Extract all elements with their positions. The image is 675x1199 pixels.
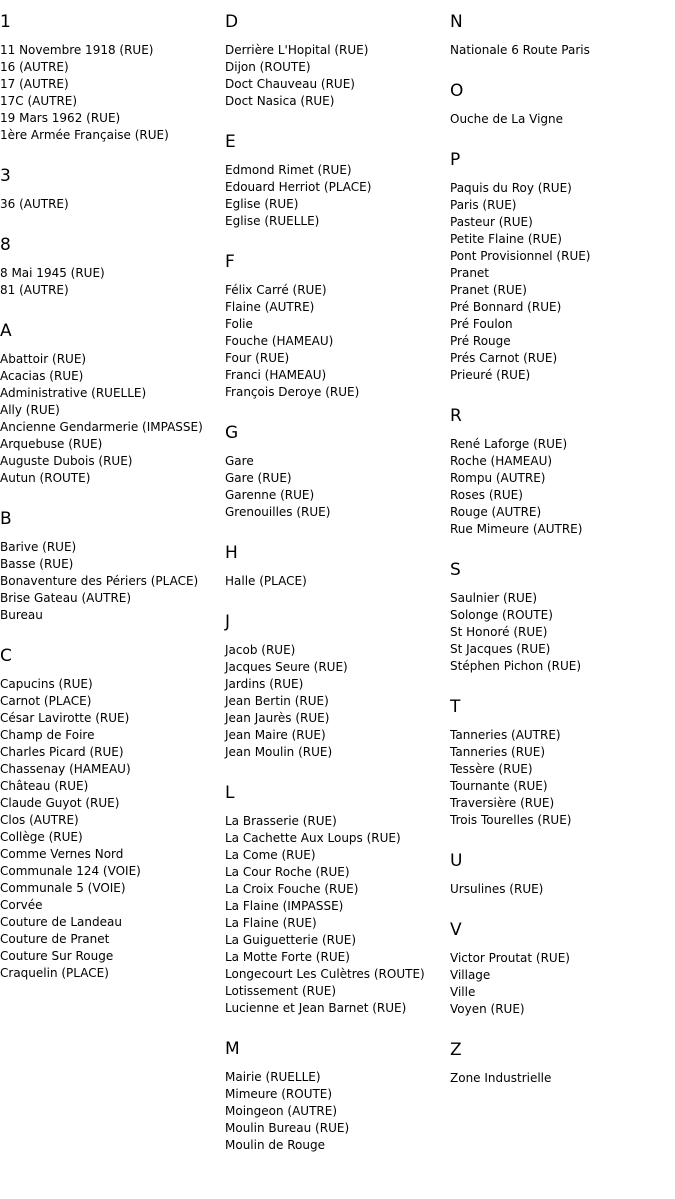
street-link[interactable]: Abattoir (RUE) bbox=[0, 352, 87, 366]
letter-section bbox=[225, 1039, 450, 1154]
letter-section bbox=[450, 697, 675, 829]
letter-section bbox=[0, 12, 225, 144]
letter-heading: L bbox=[225, 783, 235, 803]
street-link[interactable]: 81 (AUTRE) bbox=[0, 283, 69, 297]
letter-heading: 3 bbox=[0, 166, 11, 186]
street-list bbox=[0, 351, 225, 487]
street-link[interactable]: Auguste Dubois (RUE) bbox=[0, 454, 133, 468]
letter-heading: N bbox=[450, 12, 463, 32]
street-link[interactable]: La Brasserie (RUE) bbox=[225, 814, 337, 828]
street-link[interactable]: Clos (AUTRE) bbox=[0, 813, 79, 827]
letter-heading: 8 bbox=[0, 235, 11, 255]
letter-heading: G bbox=[225, 423, 239, 443]
street-link[interactable]: Château (RUE) bbox=[0, 779, 89, 793]
street-list bbox=[225, 42, 450, 110]
letter-heading: B bbox=[0, 509, 12, 529]
street-link[interactable]: Gare (RUE) bbox=[225, 471, 292, 485]
letter-heading: S bbox=[450, 560, 461, 580]
letter-section bbox=[225, 252, 450, 401]
letter-section bbox=[0, 166, 225, 213]
street-link[interactable]: Zone Industrielle bbox=[450, 1071, 552, 1085]
letter-section bbox=[450, 81, 675, 128]
street-link[interactable]: Pré Rouge bbox=[450, 334, 511, 348]
letter-heading: T bbox=[450, 697, 461, 717]
letter-heading: D bbox=[225, 12, 239, 32]
street-link[interactable]: Jean Maire (RUE) bbox=[225, 728, 326, 742]
letter-section bbox=[450, 1040, 675, 1087]
street-link[interactable]: Eglise (RUE) bbox=[225, 197, 299, 211]
street-link[interactable]: Ouche de La Vigne bbox=[450, 112, 564, 126]
letter-heading: V bbox=[450, 920, 462, 940]
letter-heading: J bbox=[225, 612, 231, 632]
street-link[interactable]: Jean Jaurès (RUE) bbox=[225, 711, 330, 725]
street-link[interactable]: Pont Provisionnel (RUE) bbox=[450, 249, 591, 263]
street-link[interactable]: Barive (RUE) bbox=[0, 540, 77, 554]
street-link[interactable]: Craquelin (PLACE) bbox=[0, 966, 109, 980]
street-link[interactable]: Tournante (RUE) bbox=[450, 779, 548, 793]
street-list bbox=[450, 42, 675, 59]
street-link[interactable]: Village bbox=[450, 968, 491, 982]
street-link[interactable]: Roche (HAMEAU) bbox=[450, 454, 553, 468]
street-link[interactable]: Ville bbox=[450, 985, 476, 999]
street-link[interactable]: La Flaine (RUE) bbox=[225, 916, 317, 930]
street-link[interactable]: 1ère Armée Française (RUE) bbox=[0, 128, 169, 142]
street-list bbox=[225, 642, 450, 761]
street-link[interactable]: Pré Foulon bbox=[450, 317, 513, 331]
street-list bbox=[450, 180, 675, 384]
letter-section bbox=[0, 509, 225, 624]
street-link[interactable]: Franci (HAMEAU) bbox=[225, 368, 327, 382]
street-link[interactable]: Ancienne Gendarmerie (IMPASSE) bbox=[0, 420, 203, 434]
street-link[interactable]: Paquis du Roy (RUE) bbox=[450, 181, 572, 195]
street-link[interactable]: Four (RUE) bbox=[225, 351, 290, 365]
street-list bbox=[450, 1070, 675, 1087]
street-link[interactable]: 8 Mai 1945 (RUE) bbox=[0, 266, 105, 280]
street-link[interactable]: Comme Vernes Nord bbox=[0, 847, 124, 861]
street-link[interactable]: Pranet bbox=[450, 266, 490, 280]
street-link[interactable]: Claude Guyot (RUE) bbox=[0, 796, 120, 810]
letter-heading: 1 bbox=[0, 12, 11, 32]
letter-heading: Z bbox=[450, 1040, 462, 1060]
street-list bbox=[0, 676, 225, 982]
letter-section bbox=[450, 560, 675, 675]
street-link[interactable]: Halle (PLACE) bbox=[225, 574, 307, 588]
street-link[interactable]: Doct Nasica (RUE) bbox=[225, 94, 335, 108]
street-link[interactable]: Couture de Landeau bbox=[0, 915, 122, 929]
letter-section bbox=[450, 920, 675, 1018]
street-link[interactable]: Tanneries (AUTRE) bbox=[450, 728, 561, 742]
street-link[interactable]: Rompu (AUTRE) bbox=[450, 471, 546, 485]
street-link[interactable]: Rouge (AUTRE) bbox=[450, 505, 542, 519]
street-link[interactable]: Capucins (RUE) bbox=[0, 677, 93, 691]
letter-heading: U bbox=[450, 851, 463, 871]
street-link[interactable]: Ally (RUE) bbox=[0, 403, 60, 417]
street-link[interactable]: Bureau bbox=[0, 608, 43, 622]
street-list bbox=[450, 950, 675, 1018]
letter-section bbox=[225, 612, 450, 761]
street-link[interactable]: Champ de Foire bbox=[0, 728, 95, 742]
street-link[interactable]: Acacias (RUE) bbox=[0, 369, 84, 383]
letter-heading: O bbox=[450, 81, 464, 101]
street-link[interactable]: Stéphen Pichon (RUE) bbox=[450, 659, 582, 673]
street-link[interactable]: Félix Carré (RUE) bbox=[225, 283, 327, 297]
street-link[interactable]: François Deroye (RUE) bbox=[225, 385, 360, 399]
street-link[interactable]: Roses (RUE) bbox=[450, 488, 523, 502]
street-link[interactable]: Carnot (PLACE) bbox=[0, 694, 92, 708]
street-link[interactable]: 36 (AUTRE) bbox=[0, 197, 69, 211]
street-link[interactable]: Communale 5 (VOIE) bbox=[0, 881, 126, 895]
street-link[interactable]: 17 (AUTRE) bbox=[0, 77, 69, 91]
street-link[interactable]: Prieuré (RUE) bbox=[450, 368, 531, 382]
letter-section bbox=[225, 783, 450, 1017]
street-list bbox=[450, 881, 675, 898]
street-link[interactable]: La Come (RUE) bbox=[225, 848, 316, 862]
street-link[interactable]: La Croix Fouche (RUE) bbox=[225, 882, 359, 896]
street-list bbox=[225, 162, 450, 230]
street-link[interactable]: Lucienne et Jean Barnet (RUE) bbox=[225, 1001, 407, 1015]
letter-section bbox=[450, 406, 675, 538]
letter-heading: E bbox=[225, 132, 236, 152]
street-link[interactable]: Jacob (RUE) bbox=[225, 643, 296, 657]
street-link[interactable]: Charles Picard (RUE) bbox=[0, 745, 124, 759]
street-link[interactable]: La Motte Forte (RUE) bbox=[225, 950, 350, 964]
street-list bbox=[450, 590, 675, 675]
street-link[interactable]: Paris (RUE) bbox=[450, 198, 517, 212]
street-list bbox=[450, 727, 675, 829]
street-list bbox=[225, 1069, 450, 1154]
street-link[interactable]: Garenne (RUE) bbox=[225, 488, 315, 502]
street-link[interactable]: Pré Bonnard (RUE) bbox=[450, 300, 562, 314]
street-link[interactable]: Derrière L'Hopital (RUE) bbox=[225, 43, 369, 57]
street-link[interactable]: Tessère (RUE) bbox=[450, 762, 533, 776]
street-list bbox=[0, 196, 225, 213]
street-link[interactable]: Eglise (RUELLE) bbox=[225, 214, 320, 228]
street-index-column-3 bbox=[450, 0, 675, 1109]
street-link[interactable]: St Honoré (RUE) bbox=[450, 625, 548, 639]
street-link[interactable]: César Lavirotte (RUE) bbox=[0, 711, 130, 725]
street-list bbox=[225, 453, 450, 521]
street-link[interactable]: Longecourt Les Culètres (ROUTE) bbox=[225, 967, 425, 981]
street-link[interactable]: Moulin de Rouge bbox=[225, 1138, 325, 1152]
street-link[interactable]: Couture de Pranet bbox=[0, 932, 110, 946]
street-list bbox=[225, 573, 450, 590]
street-link[interactable]: Pasteur (RUE) bbox=[450, 215, 533, 229]
street-link[interactable]: Moulin Bureau (RUE) bbox=[225, 1121, 350, 1135]
street-link[interactable]: Brise Gateau (AUTRE) bbox=[0, 591, 132, 605]
street-link[interactable]: 11 Novembre 1918 (RUE) bbox=[0, 43, 154, 57]
street-link[interactable]: Solonge (ROUTE) bbox=[450, 608, 553, 622]
street-link[interactable]: St Jacques (RUE) bbox=[450, 642, 551, 656]
letter-section bbox=[0, 646, 225, 982]
street-list bbox=[450, 111, 675, 128]
street-link[interactable]: Jacques Seure (RUE) bbox=[225, 660, 348, 674]
street-link[interactable]: Rue Mimeure (AUTRE) bbox=[450, 522, 583, 536]
letter-heading: A bbox=[0, 321, 12, 341]
letter-section bbox=[450, 851, 675, 898]
letter-section bbox=[225, 423, 450, 521]
street-link[interactable]: Moingeon (AUTRE) bbox=[225, 1104, 338, 1118]
street-link[interactable]: Saulnier (RUE) bbox=[450, 591, 538, 605]
letter-heading: M bbox=[225, 1039, 240, 1059]
street-list bbox=[0, 265, 225, 299]
street-link[interactable]: Folie bbox=[225, 317, 253, 331]
letter-section bbox=[0, 235, 225, 299]
street-link[interactable]: La Cachette Aux Loups (RUE) bbox=[225, 831, 401, 845]
street-link[interactable]: Communale 124 (VOIE) bbox=[0, 864, 141, 878]
street-link[interactable]: Arquebuse (RUE) bbox=[0, 437, 103, 451]
street-link[interactable]: Edouard Herriot (PLACE) bbox=[225, 180, 372, 194]
letter-section bbox=[225, 132, 450, 230]
letter-heading: C bbox=[0, 646, 12, 666]
street-link[interactable]: 17C (AUTRE) bbox=[0, 94, 78, 108]
letter-heading: R bbox=[450, 406, 462, 426]
street-link[interactable]: Dijon (ROUTE) bbox=[225, 60, 311, 74]
street-link[interactable]: Jean Bertin (RUE) bbox=[225, 694, 329, 708]
letter-section bbox=[450, 150, 675, 384]
street-link[interactable]: Collège (RUE) bbox=[0, 830, 83, 844]
street-link[interactable]: Lotissement (RUE) bbox=[225, 984, 337, 998]
street-index-column-2 bbox=[225, 0, 450, 1176]
street-link[interactable]: Fouche (HAMEAU) bbox=[225, 334, 334, 348]
street-link[interactable]: Pranet (RUE) bbox=[450, 283, 527, 297]
letter-section bbox=[225, 12, 450, 110]
street-link[interactable]: Autun (ROUTE) bbox=[0, 471, 91, 485]
street-link[interactable]: Victor Proutat (RUE) bbox=[450, 951, 570, 965]
street-link[interactable]: René Laforge (RUE) bbox=[450, 437, 568, 451]
street-link[interactable]: Nationale 6 Route Paris bbox=[450, 43, 590, 57]
street-link[interactable]: Chassenay (HAMEAU) bbox=[0, 762, 131, 776]
street-link[interactable]: Flaine (AUTRE) bbox=[225, 300, 315, 314]
letter-heading: F bbox=[225, 252, 235, 272]
street-link[interactable]: Tanneries (RUE) bbox=[450, 745, 546, 759]
street-list bbox=[225, 813, 450, 1017]
letter-heading: H bbox=[225, 543, 238, 563]
street-link[interactable]: 16 (AUTRE) bbox=[0, 60, 69, 74]
street-index-column-1 bbox=[0, 0, 225, 1004]
street-link[interactable]: La Flaine (IMPASSE) bbox=[225, 899, 344, 913]
street-link[interactable]: Ursulines (RUE) bbox=[450, 882, 544, 896]
letter-section bbox=[0, 321, 225, 487]
street-link[interactable]: Couture Sur Rouge bbox=[0, 949, 114, 963]
street-link[interactable]: La Guiguetterie (RUE) bbox=[225, 933, 357, 947]
street-link[interactable]: Corvée bbox=[0, 898, 43, 912]
street-link[interactable]: Bonaventure des Périers (PLACE) bbox=[0, 574, 199, 588]
street-link[interactable]: Grenouilles (RUE) bbox=[225, 505, 331, 519]
letter-section bbox=[225, 543, 450, 590]
street-link[interactable]: Mairie (RUELLE) bbox=[225, 1070, 321, 1084]
street-link[interactable]: Traversière (RUE) bbox=[450, 796, 555, 810]
street-link[interactable]: Trois Tourelles (RUE) bbox=[450, 813, 572, 827]
street-link[interactable]: Basse (RUE) bbox=[0, 557, 74, 571]
letter-heading: P bbox=[450, 150, 461, 170]
street-link[interactable]: Jean Moulin (RUE) bbox=[225, 745, 333, 759]
street-link[interactable]: La Cour Roche (RUE) bbox=[225, 865, 350, 879]
street-link[interactable]: Mimeure (ROUTE) bbox=[225, 1087, 333, 1101]
street-link[interactable]: Petite Flaine (RUE) bbox=[450, 232, 562, 246]
street-link[interactable]: Prés Carnot (RUE) bbox=[450, 351, 558, 365]
street-list bbox=[0, 42, 225, 144]
street-list bbox=[0, 539, 225, 624]
street-list bbox=[225, 282, 450, 401]
street-link[interactable]: Doct Chauveau (RUE) bbox=[225, 77, 355, 91]
street-link[interactable]: Administrative (RUELLE) bbox=[0, 386, 147, 400]
street-link[interactable]: 19 Mars 1962 (RUE) bbox=[0, 111, 121, 125]
street-link[interactable]: Edmond Rimet (RUE) bbox=[225, 163, 352, 177]
letter-section bbox=[450, 12, 675, 59]
street-link[interactable]: Gare bbox=[225, 454, 254, 468]
street-link[interactable]: Jardins (RUE) bbox=[225, 677, 304, 691]
street-list bbox=[450, 436, 675, 538]
street-link[interactable]: Voyen (RUE) bbox=[450, 1002, 525, 1016]
